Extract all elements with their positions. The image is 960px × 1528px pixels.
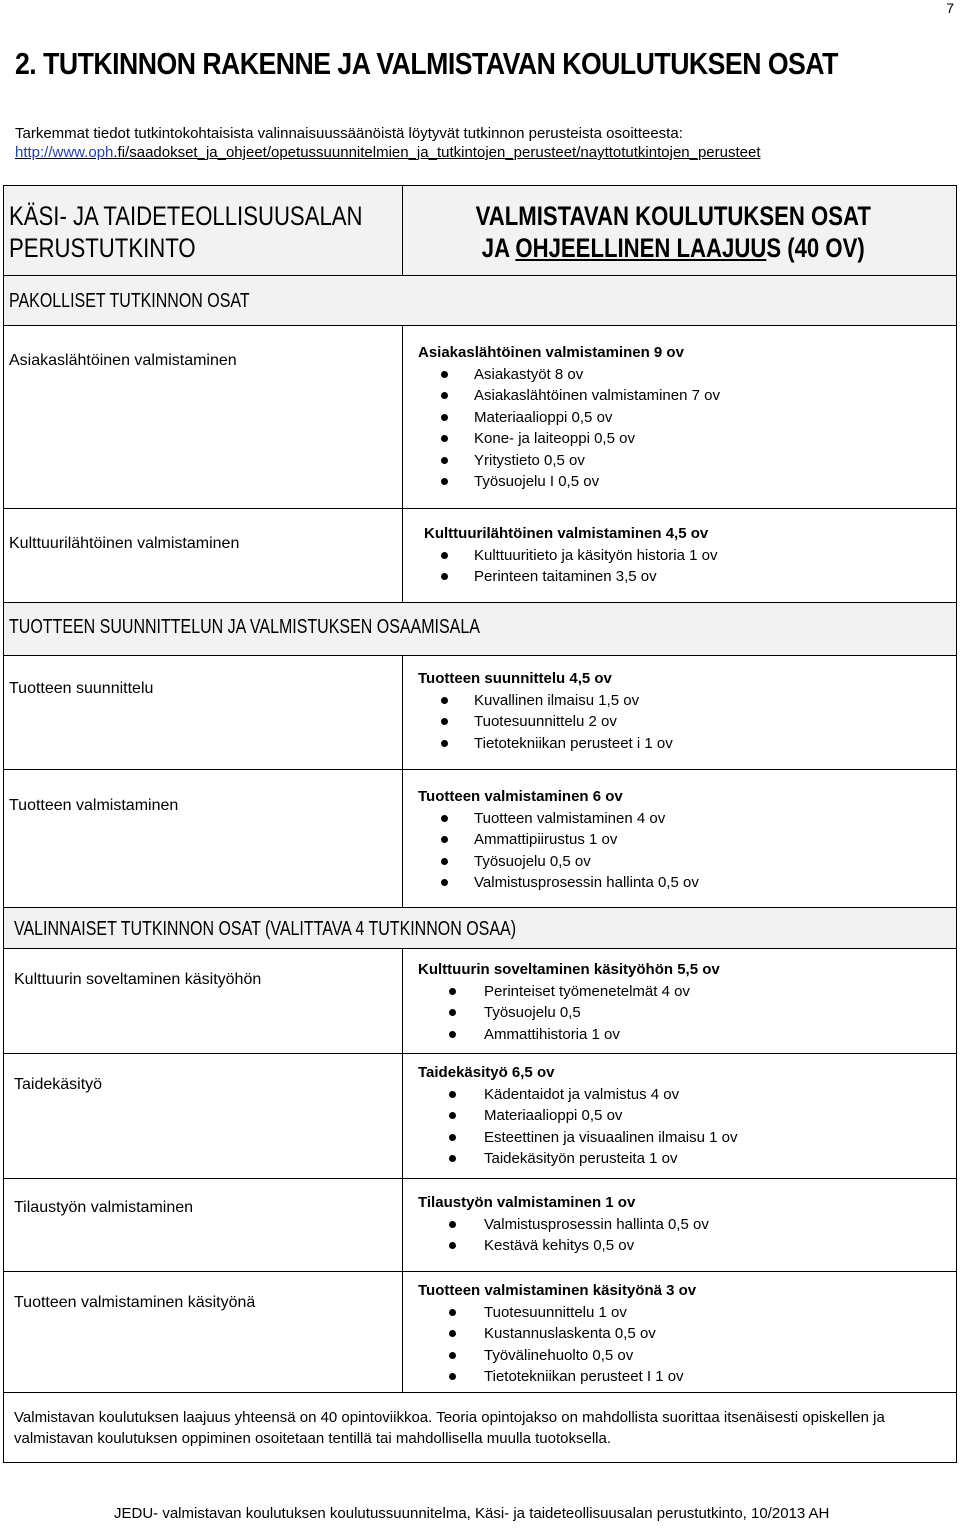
summary-text: Valmistavan koulutuksen laajuus yhteensä on 40 opintoviikkoa. Teoria opintojakso on mahdollista suorittaa itsenäisesti opiskellen ja valmistavan koulutuksen oppiminen osoitetaan tentillä tai mahdollisella muulla tuotoksella. (14, 1409, 885, 1447)
module-details (418, 786, 699, 894)
module-items (424, 545, 717, 588)
module-items (418, 981, 720, 1046)
module-details (424, 523, 717, 588)
bullet-icon (441, 836, 448, 843)
bullet-icon (441, 879, 448, 886)
header-degree-name (9, 200, 363, 264)
list-item: Tuotteen valmistaminen 4 ov (418, 808, 699, 830)
link-end[interactable]: .fi/saadokset_ja_ohjeet/opetussuunnitelmien_ja_tutkintojen_perusteet/nayttotutkintojen_perusteet (113, 144, 761, 161)
header-right-part-a: JA (481, 233, 516, 263)
module-title: Tuotteen valmistaminen 6 ov (418, 788, 623, 805)
list-item: Perinteiset työmenetelmät 4 ov (418, 981, 720, 1003)
bullet-icon (449, 1155, 456, 1162)
module-name: Tuotteen valmistaminen (9, 797, 179, 814)
module-items (418, 364, 720, 493)
list-item: Yritystieto 0,5 ov (418, 450, 720, 472)
bullet-icon (441, 697, 448, 704)
bullet-icon (441, 740, 448, 747)
module-details (418, 1280, 696, 1388)
bullet-icon (449, 1309, 456, 1316)
bullet-icon (441, 573, 448, 580)
module-items (418, 690, 673, 755)
bullet-icon (449, 1112, 456, 1119)
list-item: Materiaalioppi 0,5 ov (418, 1105, 737, 1127)
intro-text: Tarkemmat tiedot tutkintokohtaisista valinnaisuussäänöistä löytyvät tutkinnon perusteista osoitteesta: (15, 125, 683, 142)
list-item: Ammattihistoria 1 ov (418, 1024, 720, 1046)
page-footer: JEDU- valmistavan koulutuksen koulutussuunnitelma, Käsi- ja taideteollisuusalan perustutkinto, 10/2013 AH (114, 1505, 830, 1522)
header-right-line1: VALMISTAVAN KOULUTUKSEN OSAT (475, 201, 871, 231)
list-item: Kestävä kehitys 0,5 ov (418, 1235, 709, 1257)
module-title: Asiakaslähtöinen valmistaminen 9 ov (418, 344, 684, 361)
bullet-icon (449, 1242, 456, 1249)
bullet-icon (449, 1330, 456, 1337)
module-details (418, 1192, 709, 1257)
list-item: Tuotesuunnittelu 1 ov (418, 1302, 696, 1324)
module-details (418, 342, 720, 493)
module-items (418, 1214, 709, 1257)
header-right-line2 (474, 232, 873, 264)
module-details (418, 668, 673, 754)
bullet-icon (441, 414, 448, 421)
bullet-icon (449, 1091, 456, 1098)
module-items (418, 808, 699, 894)
module-name: Tilaustyön valmistaminen (14, 1199, 194, 1216)
module-title: Kulttuurilähtöinen valmistaminen 4,5 ov (424, 525, 709, 542)
bullet-icon (441, 718, 448, 725)
list-item: Kuvallinen ilmaisu 1,5 ov (418, 690, 673, 712)
section-optional: VALINNAISET TUTKINNON OSAT (VALITTAVA 4 TUTKINNON OSAA) (14, 918, 517, 940)
intro-paragraph (15, 124, 761, 162)
bullet-icon (441, 858, 448, 865)
bullet-icon (449, 1009, 456, 1016)
list-item: Tietotekniikan perusteet I 1 ov (418, 1366, 696, 1388)
module-title: Tuotteen suunnittelu 4,5 ov (418, 670, 612, 687)
bullet-icon (441, 435, 448, 442)
bullet-icon (441, 371, 448, 378)
module-title: Tuotteen valmistaminen käsityönä 3 ov (418, 1282, 697, 1299)
link-start[interactable]: http://www.oph (15, 144, 114, 161)
module-name: Kulttuurilähtöinen valmistaminen (9, 535, 240, 552)
module-items (418, 1084, 737, 1170)
module-title: Kulttuurin soveltaminen käsityöhön 5,5 ov (418, 961, 720, 978)
list-item: Työsuojelu I 0,5 ov (418, 471, 720, 493)
header-left-line1: KÄSI- JA TAIDETEOLLISUUSALAN (9, 201, 363, 231)
list-item: Kulttuuritieto ja käsityön historia 1 ov (424, 545, 717, 567)
module-details (418, 1062, 737, 1170)
section-mandatory: PAKOLLISET TUTKINNON OSAT (9, 290, 250, 312)
bullet-icon (441, 457, 448, 464)
header-right-part-b: OHJEELLINEN LAAJUU (515, 233, 767, 263)
bullet-icon (449, 988, 456, 995)
module-title: Tilaustyön valmistaminen 1 ov (418, 1194, 636, 1211)
module-name: Kulttuurin soveltaminen käsityöhön (14, 971, 262, 988)
bullet-icon (441, 392, 448, 399)
bullet-icon (449, 1031, 456, 1038)
header-right-part-c: S (40 OV) (766, 233, 865, 263)
header-left-line2: PERUSTUTKINTO (9, 233, 196, 263)
page-number: 7 (946, 0, 954, 16)
list-item: Perinteen taitaminen 3,5 ov (424, 566, 717, 588)
header-course-parts (474, 200, 954, 264)
list-item: Taidekäsityön perusteita 1 ov (418, 1148, 737, 1170)
bullet-icon (449, 1373, 456, 1380)
list-item: Valmistusprosessin hallinta 0,5 ov (418, 1214, 709, 1236)
bullet-icon (441, 478, 448, 485)
section-specialization: TUOTTEEN SUUNNITTELUN JA VALMISTUKSEN OSAAMISALA (9, 616, 480, 638)
list-item: Valmistusprosessin hallinta 0,5 ov (418, 872, 699, 894)
bullet-icon (449, 1221, 456, 1228)
list-item: Asiakaslähtöinen valmistaminen 7 ov (418, 385, 720, 407)
list-item: Tuotesuunnittelu 2 ov (418, 711, 673, 733)
module-name: Taidekäsityö (14, 1076, 103, 1093)
list-item: Työsuojelu 0,5 (418, 1002, 720, 1024)
module-details (418, 959, 720, 1045)
list-item: Asiakastyöt 8 ov (418, 364, 720, 386)
list-item: Kädentaidot ja valmistus 4 ov (418, 1084, 737, 1106)
bullet-icon (449, 1134, 456, 1141)
module-name: Asiakaslähtöinen valmistaminen (9, 352, 237, 369)
list-item: Työvälinehuolto 0,5 ov (418, 1345, 696, 1367)
bullet-icon (449, 1352, 456, 1359)
perusteet-link[interactable] (15, 144, 761, 161)
list-item: Kone- ja laiteoppi 0,5 ov (418, 428, 720, 450)
bullet-icon (441, 815, 448, 822)
list-item: Esteettinen ja visuaalinen ilmaisu 1 ov (418, 1127, 737, 1149)
list-item: Ammattipiirustus 1 ov (418, 829, 699, 851)
page-title: 2. TUTKINNON RAKENNE JA VALMISTAVAN KOULUTUKSEN OSAT (15, 46, 838, 81)
module-items (418, 1302, 696, 1388)
module-title: Taidekäsityö 6,5 ov (418, 1064, 555, 1081)
module-name: Tuotteen suunnittelu (9, 680, 154, 697)
bullet-icon (441, 552, 448, 559)
module-name: Tuotteen valmistaminen käsityönä (14, 1294, 256, 1311)
list-item: Tietotekniikan perusteet i 1 ov (418, 733, 673, 755)
list-item: Materiaalioppi 0,5 ov (418, 407, 720, 429)
list-item: Työsuojelu 0,5 ov (418, 851, 699, 873)
list-item: Kustannuslaskenta 0,5 ov (418, 1323, 696, 1345)
